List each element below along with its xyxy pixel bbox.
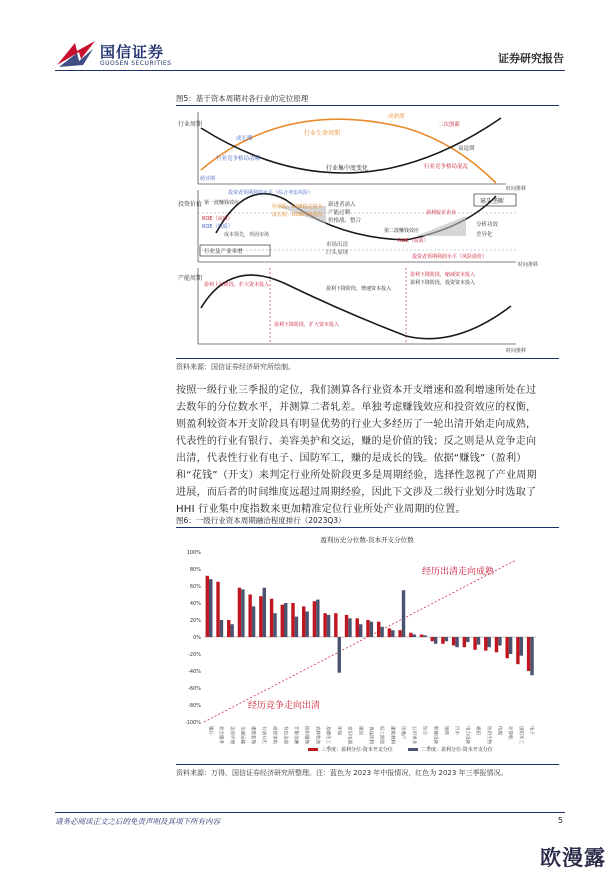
panel-label-bottom: 产能周期 [178,275,203,282]
footer-divider [55,812,565,813]
bar-q3 [313,601,316,637]
bar-q3 [388,629,391,638]
bar-q3 [238,588,241,637]
bottom-axis-label: 时间推移 [506,348,527,354]
report-type: 证券研究报告 [498,52,564,65]
bar-q2 [477,637,480,645]
y-tick-label: 0% [193,635,201,641]
mid-label-2: ROE（高质） [202,216,233,222]
bar-q3 [431,637,434,641]
mid-label-13: 市场出清 [326,242,349,248]
y-tick-label: 20% [189,618,201,624]
bar-q2 [487,637,490,647]
x-tick-label: 轻工制造 [378,726,384,744]
bar-q2 [434,637,437,644]
body-line: 代表性的行业有银行、美容美护和交运，赚的是价值的钱；反之则是从竞争走向 [176,436,537,447]
bar-q2 [520,637,523,656]
x-labels [207,726,535,744]
body-line: 出清，代表性行业有电子、国防军工，赚的是成长的钱。依据“赚钱”（盈利） [176,453,527,464]
disclaimer-note: 请务必阅读正文之后的免责声明及其项下所有内容 [55,817,220,826]
mid-label-17: 差异化 [476,232,493,238]
x-tick-label: 综合 [421,726,427,735]
y-tick-label: 60% [189,584,201,590]
header-divider [55,70,565,71]
bottom-label-0: 盈利上行阶段，扩大资本投入 [204,282,270,288]
x-tick-label: 电力设备 [464,726,470,744]
bar-q2 [359,624,362,637]
figure6-caption: 图6：一级行业资本周期融洽程度排行（2023Q3） [176,516,346,525]
chart-title: 盈利历史分位数-资本开支分位数 [320,536,414,544]
top-label-0: 成熟期 [388,114,405,120]
x-tick-label: 电子 [528,726,534,735]
x-tick-label: 国防军工 [517,726,523,744]
bar-q2 [370,622,373,637]
mid-label-3: ROE（低质） [202,224,233,230]
bar-q3 [366,620,369,637]
figure5-caption: 图5：基于资本周期对各行业的定位原理 [176,94,309,103]
body-line: 则盈利较资本开支阶段具有明显优势的行业大多经历了一轮出清开始走向成熟， [176,419,537,430]
mid-label-1: 第一波赚钱效应 [204,200,240,206]
bar-q3 [420,634,423,637]
mid-label-16: 分析功效 [476,222,499,228]
x-tick-label: 商贸零售 [271,726,277,744]
bar-q3 [441,637,444,644]
x-tick-label: 通信 [475,726,481,735]
y-tick-label: -60% [188,686,201,692]
x-tick-label: 非银金融 [293,726,299,744]
x-tick-label: 社会服务 [218,726,224,744]
body-line: 去数年的分位数水平，并测算二者轧差。单独考虑赚钱效应和投资效应的权衡， [176,402,537,413]
bar-q2 [338,637,341,673]
bar-q3 [377,622,380,637]
bar-q3 [452,637,455,646]
company-name-en: GUOSEN SECURITIES [100,60,172,67]
mid-label-10: 第二波赚钱效应 [384,228,420,234]
mid-label-0: 投资者预期利润水平（综合考虑风险） [228,190,314,196]
bottom-label-4: 盈利下降阶段，投资资本投入 [410,280,476,286]
x-tick-label: 纺织服饰 [303,726,309,744]
bar-q3 [463,637,466,647]
annotation-clearing: 经历竞争走向出清 [248,701,321,711]
x-tick-label: 机械设备 [432,726,438,744]
x-tick-label: 石油石化 [260,726,266,744]
y-tick-label: 100% [186,550,201,556]
bar-q3 [291,603,294,637]
y-tick-label: -80% [188,703,201,709]
y-tick-label: 80% [189,567,201,573]
bottom-label-1: 盈利下降阶段，增速资本投入 [326,286,392,292]
body-line: 和“花钱”（开支）来判定行业所处阶段更多是周期经验，选择性忽视了产业周期 [176,470,537,481]
bar-q2 [295,617,298,637]
mid-label-15: 寡头垄断 [480,198,505,205]
legend-swatch-q3 [308,748,318,751]
x-tick-label: 医药生物 [485,726,491,744]
bar-q2 [348,618,351,637]
top-label-5: 行业竞争格局清晰 [216,156,261,162]
figure6-bottom-rule [176,764,559,765]
top-label-1: 行业生命周期 [304,130,341,137]
y-tick-label: -40% [188,669,201,675]
body-line: HHI 行业集中度指数来更加精准定位行业所处产业周期的位置。 [176,504,466,515]
figure6-rule [176,527,559,528]
body-line: 按照一级行业三季报的定位，我们测算各行业资本开支增速和盈利增速所处在过 [176,385,537,396]
bar-q2 [284,603,287,637]
y-tick-label: -100% [184,720,201,726]
mid-label-12: ROE（高质） [398,238,429,244]
x-tick-label: 食品饮料 [368,726,373,744]
panel-label-top: 行业周期 [178,121,203,128]
legend-swatch-q2 [408,748,418,751]
bar-q3 [302,606,305,637]
bar-q3 [484,637,487,651]
x-tick-label: 交通运输 [239,726,245,744]
watermark-logo: 欧漫露 [540,846,606,870]
bar-q2 [466,637,469,642]
mid-axis-label: 时间推移 [518,262,539,268]
bar-q2 [230,624,233,637]
annotation-mature: 经历出清走向成熟 [422,567,495,577]
bar-q2 [241,589,244,637]
x-tick-label: 传媒 [496,726,502,735]
x-tick-label: 建筑材料 [389,726,395,744]
bar-q2 [498,637,501,646]
legend-label-q3: 三季度：盈利分位-资本开支分位 [321,747,393,753]
legend-label-q2: 二季度：盈利分位-资本开支分位 [421,747,493,753]
figure5-source: 资料来源：国信证券经济研究所绘制。 [176,363,295,371]
bar-q2 [220,620,223,637]
x-tick-label: 美容护理 [228,726,234,744]
x-tick-label: 农林牧渔 [314,726,320,744]
bottom-label-3: 盈利下降阶段，缩减资本投入 [410,272,476,278]
bar-q3 [216,582,219,637]
panel-label-middle: 投资价值 [178,201,203,208]
bars [206,576,534,675]
bar-q2 [209,579,212,637]
x-tick-label: 汽车 [453,726,459,735]
top-axis-label: 时间推移 [506,186,527,192]
bar-q2 [252,606,255,637]
x-tick-label: 银行 [207,726,213,735]
bar-q2 [316,600,319,637]
mid-label-19: 投资者预期利润水平（风险溢价） [412,254,488,260]
bar-q3 [527,637,530,671]
mid-label-8: 产能过剩 [328,210,351,216]
top-label-3: 衰退期 [458,146,475,152]
top-label-4: 成长期 [236,136,253,142]
top-label-2: 二次创新 [438,122,461,128]
guosen-logo-icon [55,39,97,69]
bar-q3 [248,595,251,638]
bar-q3 [206,576,209,637]
figure5-rule [176,105,559,106]
top-label-8: 萌芽期 [200,176,216,182]
bar-q3 [505,637,508,658]
bar-q3 [259,596,262,637]
bar-q2 [423,635,426,637]
bar-q2 [305,612,308,638]
bar-q2 [413,634,416,637]
bar-q3 [495,637,498,652]
top-label-7: 行业竞争格局混乱 [424,164,469,170]
bar-q3 [345,615,348,637]
figure5-diagram [176,108,559,356]
company-name: 国信证券 [100,43,165,61]
bar-q2 [509,637,512,654]
bar-q3 [356,618,359,637]
x-tick-label: 房地产 [400,726,406,740]
figure5-bottom-rule [176,358,559,359]
body-line: 进展，而后者的时间维度远超过周期经验，因此下文涉及二级行业划分时选取了 [176,487,537,498]
x-tick-label: 钢铁 [442,726,448,735]
mid-label-6: 成本领先，巩固市场 [224,232,270,238]
mid-label-5: 成长股：ROE持续低位 [272,212,323,218]
x-tick-label: 基础化工 [325,726,331,744]
body-paragraph [176,382,561,518]
mid-label-18: 行业及产业率增 [204,249,243,255]
bar-q2 [402,590,405,637]
x-tick-label: 煤炭 [357,726,363,735]
bar-q2 [530,637,533,675]
figure6-source: 资料来源：万得，国信证券经济研究所整理。注：蓝色为 2023 年中报情况，红色为 2023 年三季报情况。 [176,769,508,777]
bar-q2 [380,627,383,637]
bar-q3 [270,599,273,637]
page-header [0,0,616,75]
mid-label-9: 价格战、整合 [328,218,362,224]
bar-q3 [281,605,284,637]
bottom-label-2: 盈利下降阶段，扩大资本投入 [274,322,340,328]
mid-label-7: 新进者涌入 [328,202,356,208]
top-label-6: 行业集中度变化 [326,165,369,172]
bar-q2 [263,588,266,637]
bar-q2 [445,637,448,641]
bar-q3 [473,637,476,650]
bar-q3 [516,637,519,664]
bar-q2 [455,637,458,647]
x-tick-label: 公用事业 [410,726,416,744]
x-tick-label: 建筑装饰 [250,726,256,744]
bar-q2 [327,615,330,637]
y-tick-label: 40% [189,601,201,607]
x-tick-label: 计算机 [507,726,513,740]
figure6-chart [176,530,559,762]
x-tick-label: 有色金属 [282,726,288,744]
x-tick-label: 家用电器 [346,726,352,744]
mid-label-11: 盈利较差企业 [426,210,457,216]
bar-q3 [227,620,230,637]
bar-q3 [409,633,412,637]
bar-q3 [323,613,326,637]
bar-q3 [334,613,337,637]
bar-q2 [273,613,276,637]
y-tick-label: -20% [188,652,201,658]
mid-label-14: 巨头显现 [326,250,349,256]
legend [308,746,493,753]
mid-label-4: 价值股：ROE稳定提升 [272,204,323,210]
bar-q3 [398,630,401,637]
page-number: 5 [557,816,563,825]
x-tick-label: 环保 [335,726,341,735]
bar-q2 [391,630,394,637]
